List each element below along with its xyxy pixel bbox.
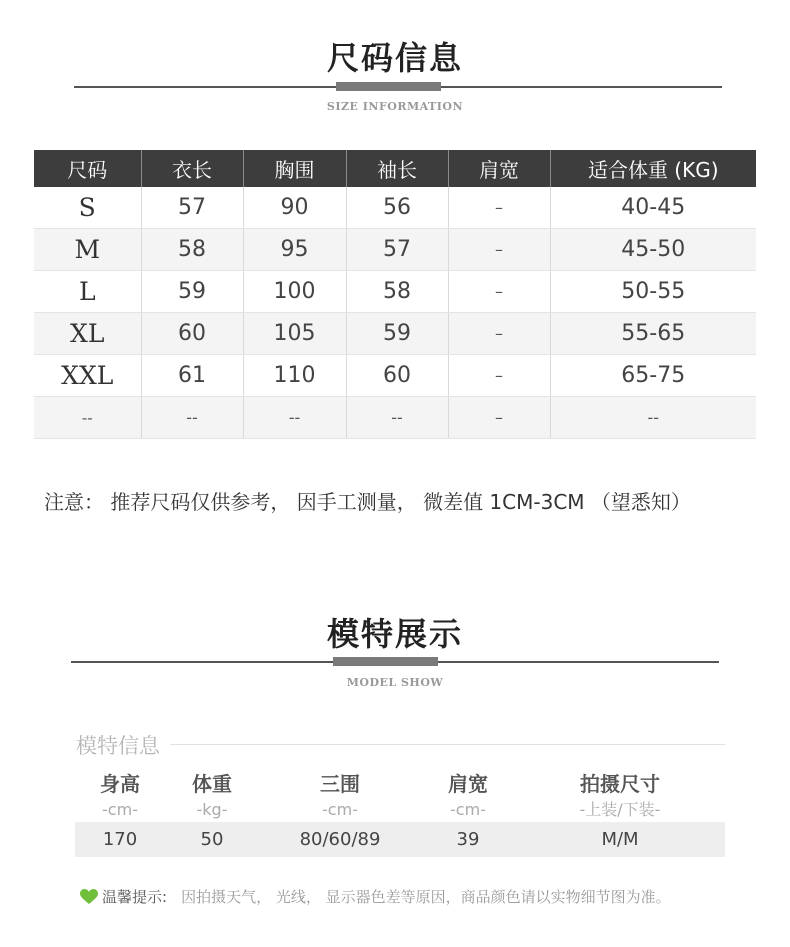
table-cell: 58: [141, 229, 243, 271]
size-section-title: 尺码信息: [326, 39, 463, 77]
table-cell: 60: [346, 355, 448, 397]
model-col-value: M/M: [601, 829, 639, 850]
size-table: [34, 150, 756, 439]
table-row: [34, 397, 756, 439]
tip-label: 温馨提示:: [102, 888, 168, 906]
model-col-unit: -上装/下装-: [579, 800, 661, 819]
size-table-header: [34, 150, 756, 187]
model-col-unit: -cm-: [450, 800, 486, 819]
table-cell: --: [346, 397, 448, 439]
table-cell: 59: [346, 313, 448, 355]
model-col-header: 身高: [100, 772, 140, 796]
model-col-header: 三围: [320, 772, 360, 796]
table-cell: 59: [141, 271, 243, 313]
column-header: 胸围: [243, 150, 346, 187]
table-cell: –: [448, 313, 550, 355]
table-row: [34, 271, 756, 313]
column-header: 尺码: [34, 150, 141, 187]
table-cell: –: [448, 397, 550, 439]
table-row: [34, 187, 756, 229]
table-cell: 40-45: [550, 187, 756, 229]
column-header: 衣长: [141, 150, 243, 187]
table-cell: 57: [141, 187, 243, 229]
model-col-unit: -kg-: [196, 800, 228, 819]
size-cell: M: [34, 229, 141, 271]
table-cell: 56: [346, 187, 448, 229]
column-header: 袖长: [346, 150, 448, 187]
table-cell: 45-50: [550, 229, 756, 271]
size-cell: L: [34, 271, 141, 313]
model-col-header: 肩宽: [448, 772, 488, 796]
table-cell: –: [448, 229, 550, 271]
model-col-measurements: [280, 770, 400, 857]
model-col-unit: -cm-: [102, 800, 138, 819]
model-col-height: [80, 770, 160, 857]
model-col-weight: [172, 770, 252, 857]
table-cell: 60: [141, 313, 243, 355]
column-header: 肩宽: [448, 150, 550, 187]
table-cell: 95: [243, 229, 346, 271]
model-section-title: 模特展示: [326, 615, 463, 653]
model-col-unit: -cm-: [322, 800, 358, 819]
table-row: [34, 313, 756, 355]
table-cell: --: [243, 397, 346, 439]
table-cell: 65-75: [550, 355, 756, 397]
table-cell: 58: [346, 271, 448, 313]
model-col-value: 170: [102, 829, 138, 850]
table-cell: --: [141, 397, 243, 439]
model-col-header: 拍摄尺寸: [580, 772, 660, 796]
table-cell: 105: [243, 313, 346, 355]
size-section-subtitle: SIZE INFORMATION: [326, 100, 464, 113]
table-cell: 110: [243, 355, 346, 397]
table-cell: –: [448, 187, 550, 229]
size-cell: XL: [34, 313, 141, 355]
model-info-label: 模特信息: [76, 734, 160, 758]
table-cell: –: [448, 271, 550, 313]
table-row: [34, 355, 756, 397]
model-col-shoulder: [428, 770, 508, 857]
table-cell: 50-55: [550, 271, 756, 313]
model-col-shoot-size: [550, 770, 690, 857]
size-title-accent-bar: [336, 82, 441, 91]
size-cell: S: [34, 187, 141, 229]
tip-line: [80, 886, 671, 907]
table-cell: 90: [243, 187, 346, 229]
table-cell: –: [448, 355, 550, 397]
tip-text: 因拍摄天气， 光线， 显示器色差等原因，商品颜色请以实物细节图为准。: [181, 888, 671, 906]
column-header: 适合体重 (KG): [550, 150, 756, 187]
model-col-header: 体重: [192, 772, 232, 796]
model-col-value: 39: [456, 829, 480, 850]
green-heart-icon: [80, 889, 98, 905]
table-cell: 61: [141, 355, 243, 397]
model-info-divider: [170, 744, 725, 745]
table-cell: 100: [243, 271, 346, 313]
model-section-subtitle: MODEL SHOW: [346, 676, 444, 689]
table-cell: 57: [346, 229, 448, 271]
size-cell: XXL: [34, 355, 141, 397]
table-cell: 55-65: [550, 313, 756, 355]
model-col-value: 80/60/89: [299, 829, 381, 850]
table-row: [34, 229, 756, 271]
size-cell: --: [34, 397, 141, 439]
table-cell: --: [550, 397, 756, 439]
model-col-value: 50: [200, 829, 224, 850]
model-title-accent-bar: [333, 657, 438, 666]
size-note: 注意： 推荐尺码仅供参考， 因手工测量， 微差值 1CM-3CM （望悉知）: [44, 490, 691, 514]
